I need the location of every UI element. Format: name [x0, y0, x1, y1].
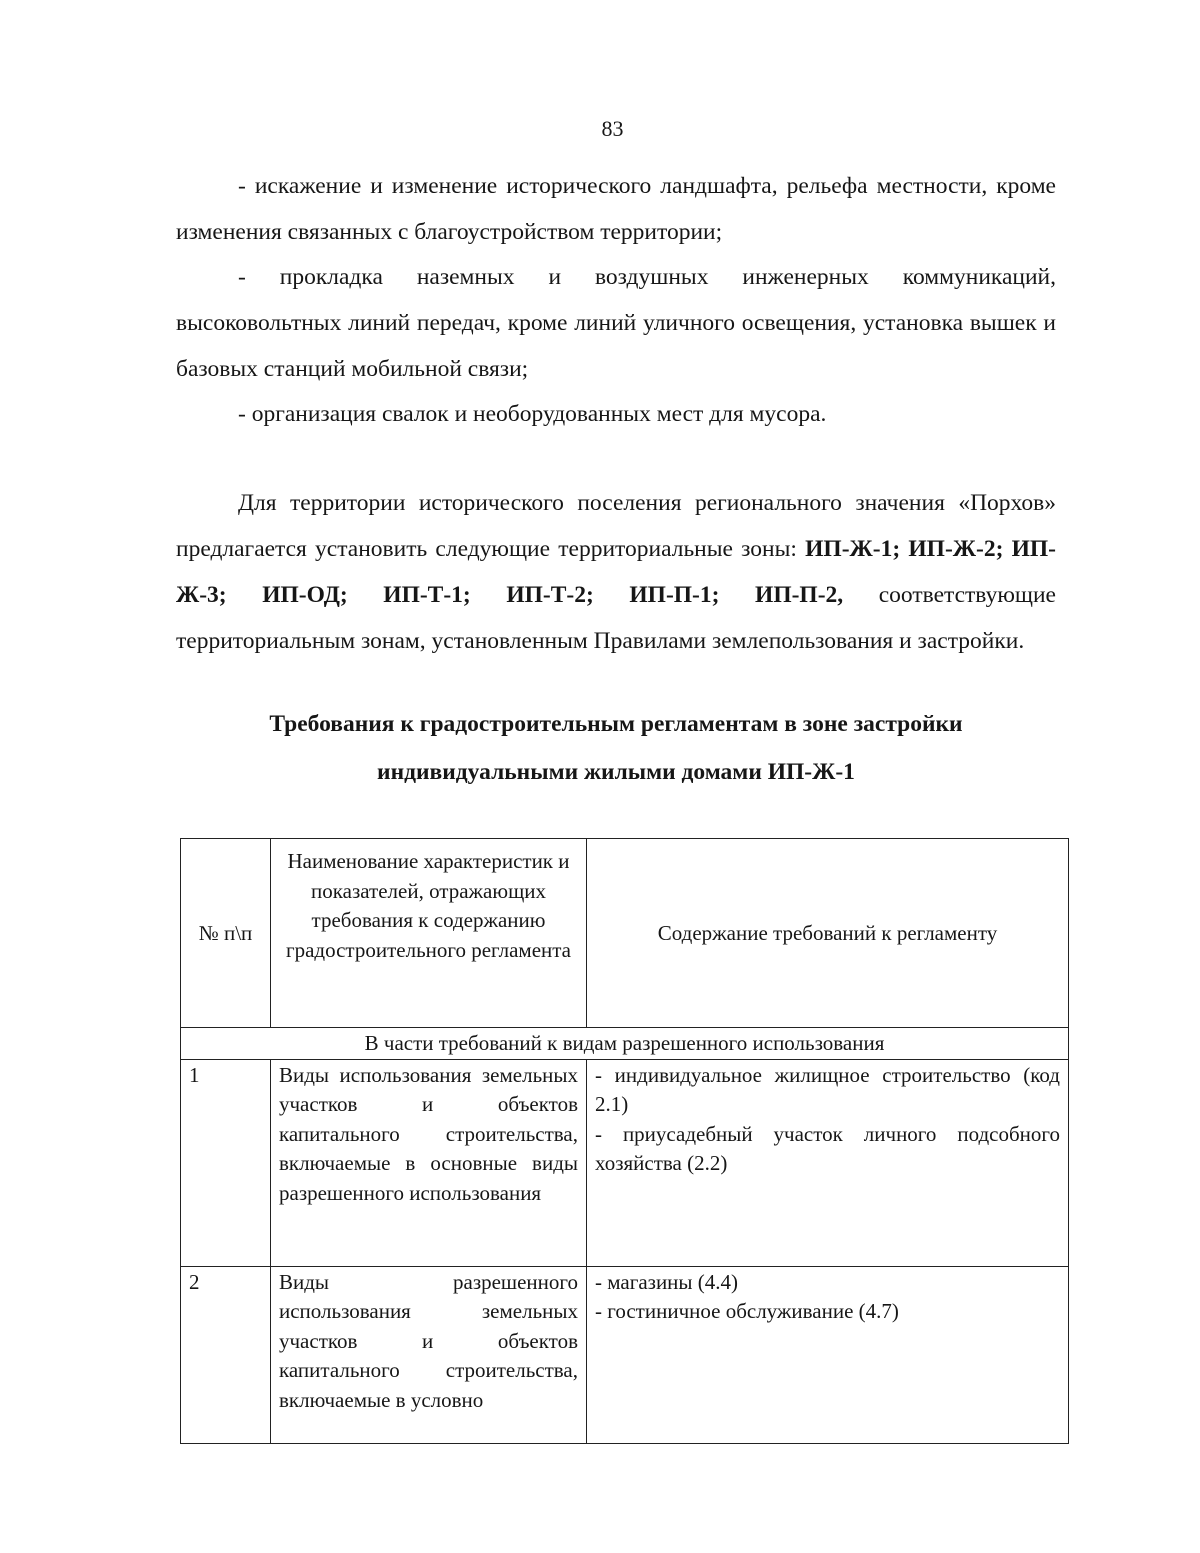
- table-row: [181, 1266, 1069, 1443]
- row-name: Виды разрешенного использования земельных участков и объектов капитального строительства, включаемые в условно: [271, 1266, 587, 1443]
- content-item: - приусадебный участок личного подсобного хозяйства (2.2): [595, 1121, 1060, 1175]
- paragraph-zones: [176, 480, 1056, 664]
- paragraph-communications: - прокладка наземных и воздушных инженерных коммуникаций, высоковольтных линий передач, кроме линий уличного освещения, установка вышек и базовых станций мобильной связи;: [176, 264, 1056, 382]
- row-number: 2: [181, 1266, 271, 1443]
- table-header-row: [181, 839, 1069, 1028]
- row-name: Виды использования земельных участков и объектов капитального строительства, включаемые в основные виды разрешенного использования: [271, 1059, 587, 1266]
- page-number: 83: [601, 116, 624, 141]
- section-title: В части требований к видам разрешенного использования: [181, 1028, 1069, 1060]
- paragraph-landscape: - искажение и изменение исторического ландшафта, рельефа местности, кроме изменения связанных с благоустройством территории;: [176, 173, 1056, 245]
- header-content: Содержание требований к регламенту: [587, 839, 1069, 1028]
- row-content: [587, 1266, 1069, 1443]
- row-number: 1: [181, 1059, 271, 1266]
- header-number: № п\п: [181, 839, 271, 1028]
- table-row: [181, 1059, 1069, 1266]
- table-section-row: [181, 1028, 1069, 1060]
- content-item: - магазины (4.4): [595, 1269, 739, 1294]
- zones-lead-text: Для территории исторического поселения регионального значения «Порхов» предлагается установить следующие территориальные зоны:: [176, 490, 1056, 562]
- zones-list: ИП-Ж-1; ИП-Ж-2; ИП-Ж-3; ИП-ОД; ИП-Т-1; ИП-Т-2; ИП-П-1; ИП-П-2,: [176, 536, 1056, 608]
- paragraph-dumps: - организация свалок и необорудованных мест для мусора.: [238, 401, 827, 427]
- zones-tail-text: соответствующие территориальным зонам, установленным Правилами землепользования и застройки.: [176, 582, 1056, 654]
- row-content: [587, 1059, 1069, 1266]
- content-item: - гостиничное обслуживание (4.7): [595, 1299, 899, 1323]
- header-name: Наименование характеристик и показателей, отражающих требования к содержанию градостроительного регламента: [271, 839, 587, 1028]
- section-heading: Требования к градостроительным регламентам в зоне застройки индивидуальными жилыми домами ИП-Ж-1: [269, 711, 963, 785]
- regulation-table: [180, 838, 1069, 1444]
- content-item: - индивидуальное жилищное строительство (код 2.1): [595, 1062, 1060, 1116]
